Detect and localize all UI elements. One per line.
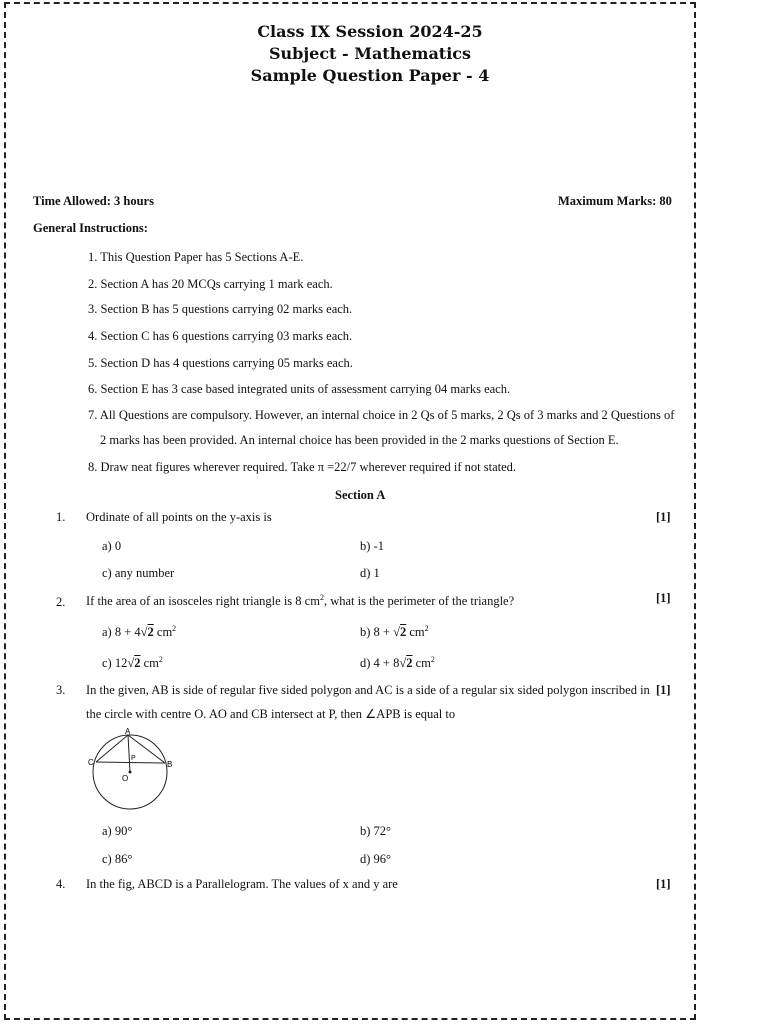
- question-number: 2.: [56, 595, 66, 609]
- question-number: 4.: [56, 877, 66, 891]
- option-d: d) 96°: [360, 852, 392, 866]
- question-marks: [1]: [656, 877, 671, 891]
- instruction-item: 3. Section B has 5 questions carrying 02 marks each.: [88, 302, 353, 316]
- option-c: c) any number: [102, 566, 175, 580]
- question-text: In the given, AB is side of regular five sided polygon and AC is a side of a regular six sided polygon inscribed in: [86, 683, 650, 697]
- instruction-item: 4. Section C has 6 questions carrying 03 marks each.: [88, 329, 353, 343]
- question-number: 3.: [56, 683, 66, 697]
- instruction-item: 8. Draw neat figures wherever required. Take π =22/7 wherever required if not stated.: [88, 460, 517, 474]
- option-d: d) 4 + 8√2 $cm^2$: [360, 655, 435, 671]
- question-text: If the area of an isosceles right triangle is 8 $cm^2$, what is the perimeter of the triangle?: [86, 593, 515, 609]
- question-marks: [1]: [656, 510, 671, 524]
- question-text: In the fig, ABCD is a Parallelogram. The values of x and y are: [86, 877, 398, 891]
- instructions-title: General Instructions:: [33, 221, 148, 235]
- figure-centre-dot: [129, 771, 132, 774]
- option-d: d) 1: [360, 566, 380, 580]
- instruction-item: 2. Section A has 20 MCQs carrying 1 mark each.: [88, 277, 333, 291]
- instruction-item: 1. This Question Paper has 5 Sections A-E.: [88, 250, 304, 264]
- question-number: 1.: [56, 510, 66, 524]
- paper-subject-title: Subject - Mathematics: [268, 44, 472, 63]
- time-allowed: Time Allowed: 3 hours: [33, 194, 154, 208]
- figure-label-a: A: [125, 727, 131, 736]
- question-marks: [1]: [656, 683, 671, 697]
- option-c: c) 86°: [102, 852, 133, 866]
- section-title: Section A: [335, 488, 386, 502]
- question-marks: [1]: [656, 591, 671, 605]
- instruction-item: 5. Section D has 4 questions carrying 05 marks each.: [88, 356, 353, 370]
- figure-label-o: O: [122, 774, 129, 783]
- paper-set-title: Sample Question Paper - 4: [250, 66, 490, 85]
- instruction-item-continued: 2 marks has been provided. An internal choice has been provided in the 2 marks questions of Section E.: [100, 433, 619, 447]
- figure-line-ao: [128, 735, 130, 772]
- option-a: a) 90°: [102, 824, 133, 838]
- option-c: c) 12√2 $cm^2$: [102, 655, 163, 671]
- option-b: b) 8 + √2 $cm^2$: [360, 624, 429, 640]
- question-text: Ordinate of all points on the y-axis is: [86, 510, 272, 524]
- figure-chord-cb: [96, 762, 165, 763]
- maximum-marks: Maximum Marks: 80: [558, 194, 672, 208]
- paper-class-title: Class IX Session 2024-25: [257, 22, 483, 41]
- option-a: a) 8 + 4√2 $cm^2$: [102, 624, 177, 640]
- figure-label-b: B: [167, 760, 173, 769]
- figure-label-p: P: [131, 755, 136, 762]
- option-b: b) 72°: [360, 824, 392, 838]
- instruction-item: 7. All Questions are compulsory. However, an internal choice in 2 Qs of 5 marks, 2 Qs of 3 marks and 2 Questions of: [88, 408, 675, 422]
- figure-label-c: C: [88, 758, 94, 767]
- question-text-continued: the circle with centre O. AO and CB intersect at P, then ∠APB is equal to: [86, 707, 456, 721]
- instruction-item: 6. Section E has 3 case based integrated units of assessment carrying 04 marks each.: [88, 382, 511, 396]
- circle-polygon-figure: [86, 726, 176, 816]
- option-b: b) -1: [360, 539, 384, 553]
- option-a: a) 0: [102, 539, 122, 553]
